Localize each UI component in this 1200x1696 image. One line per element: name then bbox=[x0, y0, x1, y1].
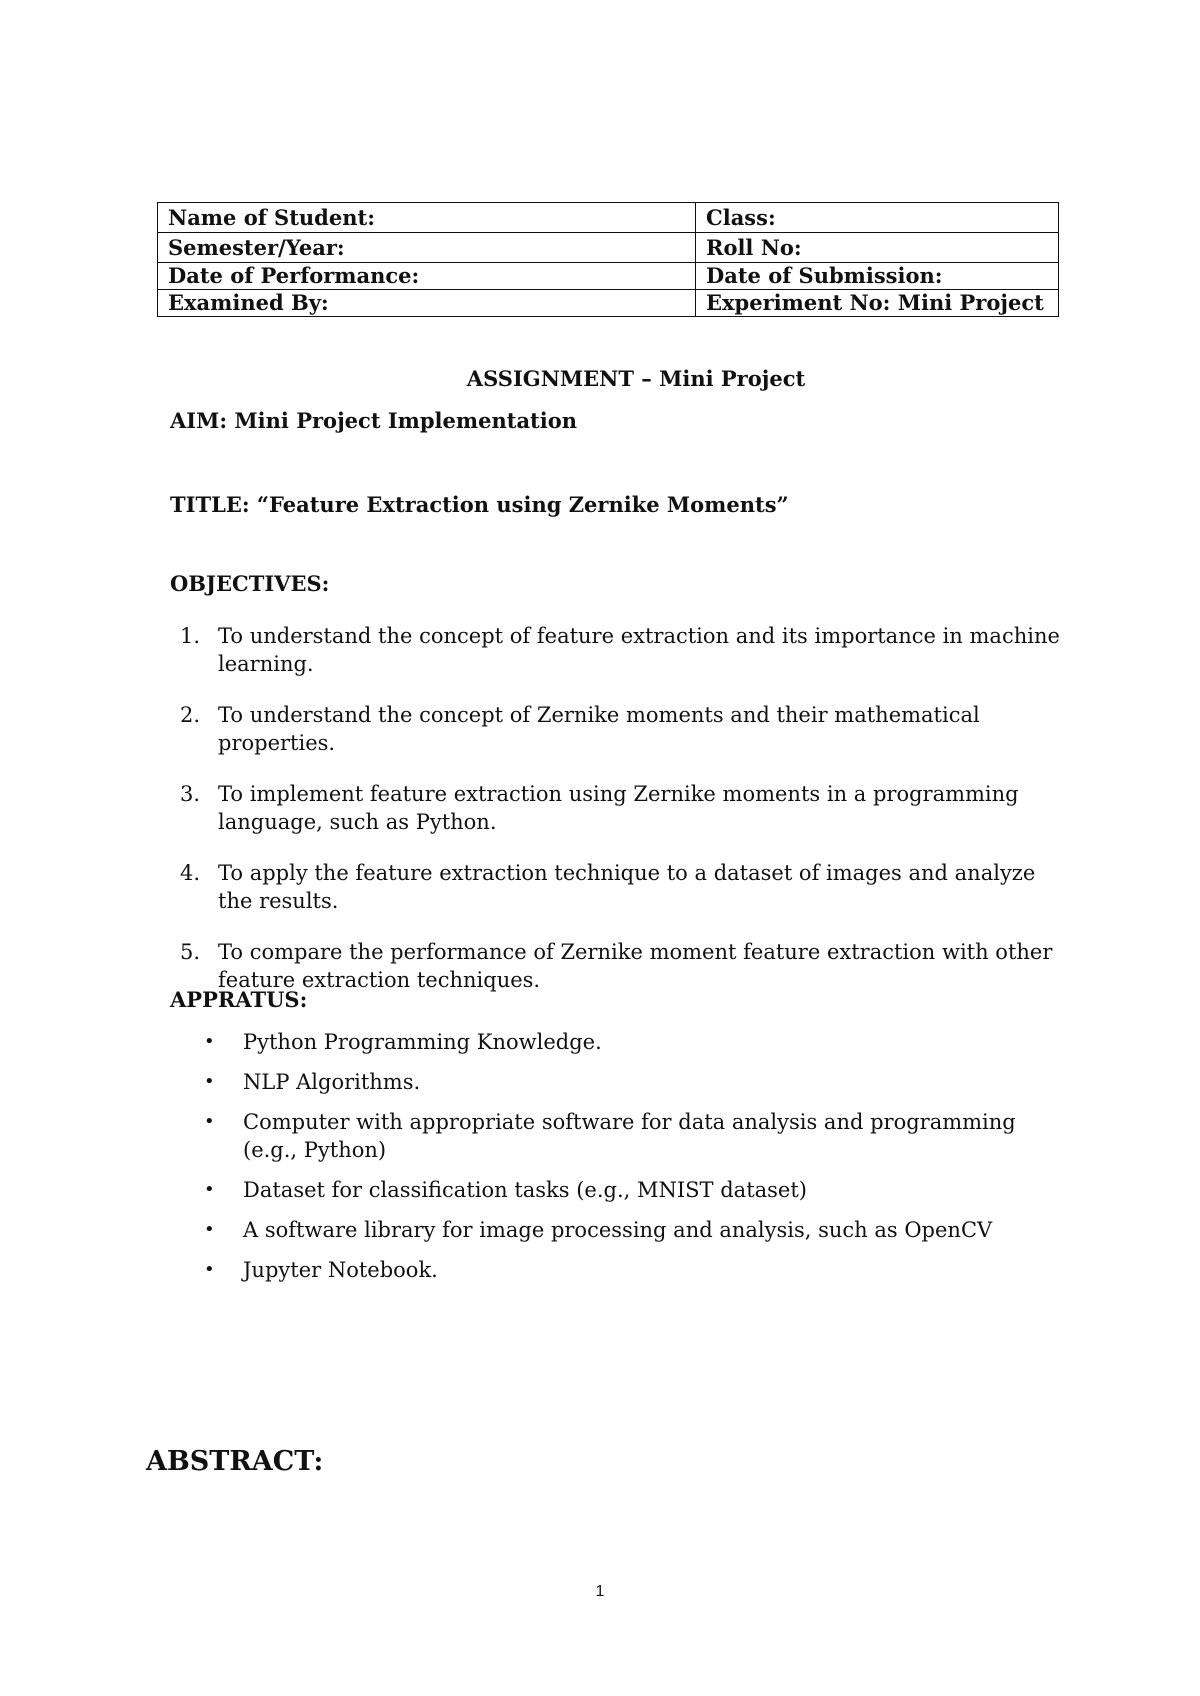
list-item bbox=[170, 780, 1060, 836]
examined-by-cell: Examined By: bbox=[158, 290, 696, 317]
roll-no-cell: Roll No: bbox=[696, 233, 1059, 263]
list-item bbox=[200, 1216, 1060, 1244]
list-number: 3. bbox=[180, 782, 201, 806]
class-cell: Class: bbox=[696, 203, 1059, 233]
list-number: 4. bbox=[180, 861, 201, 885]
table-row bbox=[158, 233, 1059, 263]
list-number: 1. bbox=[180, 624, 201, 648]
list-item-text: To understand the concept of feature extraction and its importance in machine learning. bbox=[218, 624, 1060, 676]
semester-year-cell: Semester/Year: bbox=[158, 233, 696, 263]
list-item-text: Jupyter Notebook. bbox=[243, 1258, 438, 1282]
apparatus-heading: APPRATUS: bbox=[170, 987, 308, 1012]
list-item-text: Dataset for classification tasks (e.g., MNIST dataset) bbox=[243, 1178, 807, 1202]
list-number: 2. bbox=[180, 703, 201, 727]
list-item bbox=[200, 1028, 1060, 1056]
date-of-performance-cell: Date of Performance: bbox=[158, 263, 696, 290]
name-of-student-cell: Name of Student: bbox=[158, 203, 696, 233]
table-row bbox=[158, 290, 1059, 317]
bullet-icon: • bbox=[204, 1259, 215, 1280]
list-item-text: A software library for image processing and analysis, such as OpenCV bbox=[243, 1218, 993, 1242]
aim-line: AIM: Mini Project Implementation bbox=[170, 408, 577, 433]
bullet-icon: • bbox=[204, 1071, 215, 1092]
list-item bbox=[200, 1068, 1060, 1096]
list-item bbox=[170, 701, 1060, 757]
list-item-text: Computer with appropriate software for data analysis and programming (e.g., Python) bbox=[243, 1110, 1016, 1162]
date-of-submission-cell: Date of Submission: bbox=[696, 263, 1059, 290]
list-item-text: NLP Algorithms. bbox=[243, 1070, 421, 1094]
bullet-icon: • bbox=[204, 1219, 215, 1240]
list-item-text: To apply the feature extraction technique to a dataset of images and analyze the results. bbox=[218, 861, 1036, 913]
objectives-heading: OBJECTIVES: bbox=[170, 571, 330, 596]
bullet-icon: • bbox=[204, 1031, 215, 1052]
bullet-icon: • bbox=[204, 1179, 215, 1200]
list-item-text: To compare the performance of Zernike moment feature extraction with other feature extraction techniques. bbox=[218, 940, 1053, 992]
page-number: 1 bbox=[595, 1583, 605, 1600]
apparatus-list bbox=[200, 1028, 1060, 1296]
list-item-text: Python Programming Knowledge. bbox=[243, 1030, 602, 1054]
objectives-list bbox=[170, 622, 1060, 1017]
list-item bbox=[170, 622, 1060, 678]
student-info-table bbox=[157, 202, 1059, 317]
list-item-text: To implement feature extraction using Zernike moments in a programming language, such as Python. bbox=[218, 782, 1019, 834]
table-row bbox=[158, 203, 1059, 233]
assignment-heading: ASSIGNMENT – Mini Project bbox=[466, 366, 806, 391]
list-item bbox=[170, 938, 1060, 994]
list-item bbox=[200, 1108, 1060, 1164]
list-item bbox=[170, 859, 1060, 915]
list-item-text: To understand the concept of Zernike moments and their mathematical properties. bbox=[218, 703, 980, 755]
abstract-heading: ABSTRACT: bbox=[146, 1446, 324, 1477]
list-item bbox=[200, 1256, 1060, 1284]
title-line: TITLE: “Feature Extraction using Zernike Moments” bbox=[170, 492, 789, 517]
experiment-no-cell: Experiment No: Mini Project bbox=[696, 290, 1059, 317]
list-item bbox=[200, 1176, 1060, 1204]
bullet-icon: • bbox=[204, 1111, 215, 1132]
list-number: 5. bbox=[180, 940, 201, 964]
table-row bbox=[158, 263, 1059, 290]
